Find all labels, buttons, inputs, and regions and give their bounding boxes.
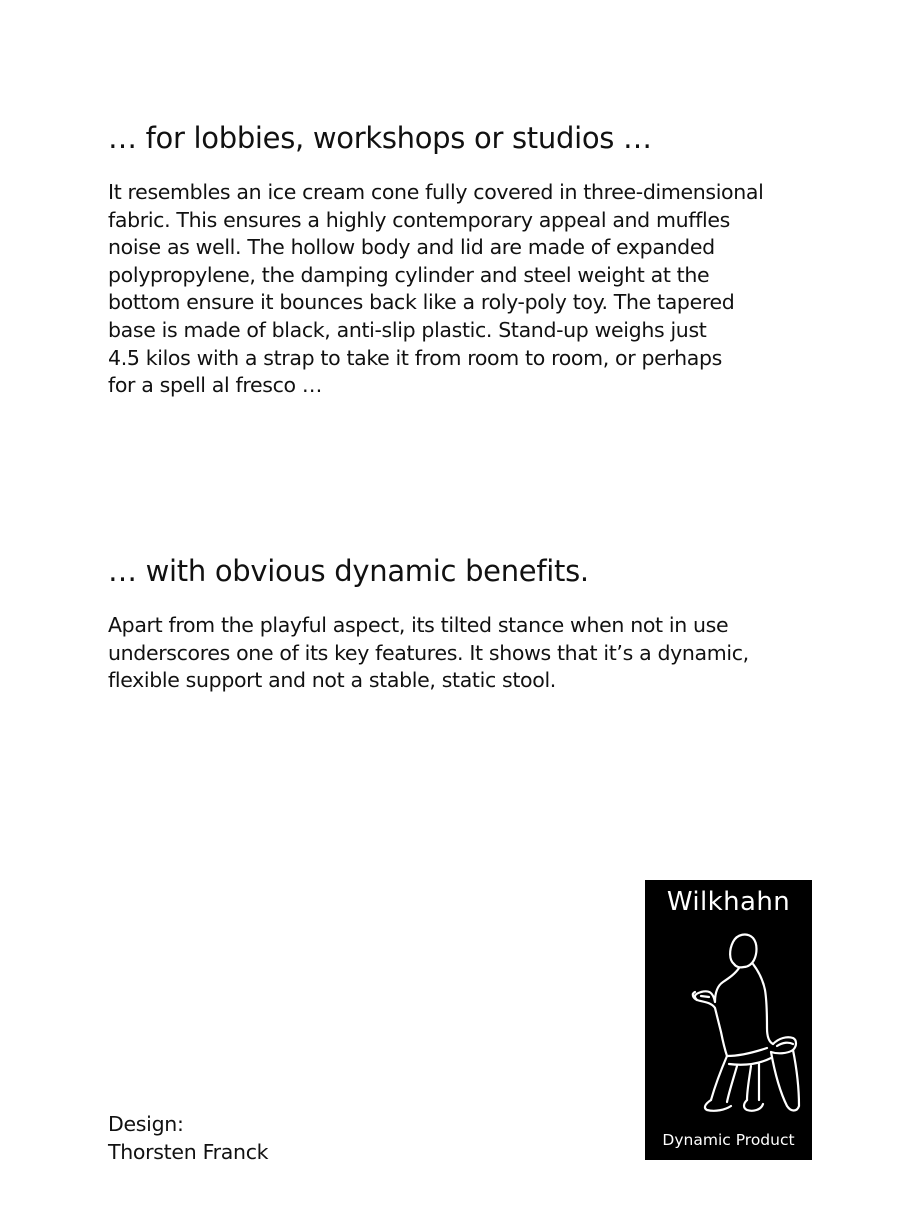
paragraph-line: flexible support and not a stable, static stool. (108, 668, 556, 693)
paragraph-line: for a spell al fresco … (108, 373, 323, 398)
designer-name: Thorsten Franck (108, 1140, 269, 1164)
paragraph-line: It resembles an ice cream cone fully covered in three-dimensional (108, 180, 764, 204)
paragraph-line: 4.5 kilos with a strap to take it from room to room, or perhaps (108, 345, 722, 370)
seated-person-on-stool-icon (655, 924, 805, 1120)
paragraph-line: bottom ensure it bounces back like a roly-poly toy. The tapered (108, 290, 735, 315)
paragraph-line: noise as well. The hollow body and lid are made of expanded (108, 235, 715, 260)
paragraph-line: Apart from the playful aspect, its tilted stance when not in use (108, 613, 729, 637)
paragraph-line: base is made of black, anti-slip plastic. Stand-up weighs just (108, 317, 707, 342)
design-credit (108, 1110, 268, 1166)
logo-brand-name: Wilkhahn (666, 887, 791, 917)
design-credit-label: Design: (108, 1112, 184, 1136)
section-heading-lobbies: … for lobbies, workshops or studios … (108, 121, 652, 155)
section-heading-dynamic-benefits: … with obvious dynamic benefits. (108, 554, 589, 588)
section-paragraph-benefits (108, 612, 749, 695)
section-paragraph-description (108, 179, 763, 400)
paragraph-line: underscores one of its key features. It shows that it’s a dynamic, (108, 640, 749, 665)
logo-tagline: Dynamic Product (662, 1131, 795, 1149)
paragraph-line: polypropylene, the damping cylinder and steel weight at the (108, 262, 710, 287)
wilkhahn-logo-badge (645, 880, 812, 1160)
paragraph-line: fabric. This ensures a highly contemporary appeal and muffles (108, 207, 730, 232)
